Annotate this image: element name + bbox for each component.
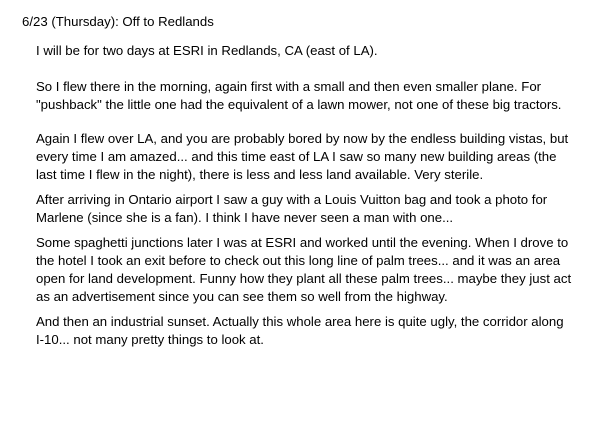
paragraph-line: last time I flew in the night), there is less and less land available. Very sterile. — [36, 167, 484, 182]
paragraph-line: every time I am amazed... and this time east of LA I saw so many new building areas (the — [36, 149, 557, 164]
entry-heading: 6/23 (Thursday): Off to Redlands — [22, 14, 214, 29]
paragraph — [36, 130, 596, 184]
paragraph — [36, 234, 596, 306]
paragraph-line: I will be for two days at ESRI in Redlands, CA (east of LA). — [36, 43, 378, 58]
paragraph — [36, 313, 596, 349]
paragraph-line: So I flew there in the morning, again first with a small and then even smaller plane. For — [36, 79, 542, 94]
paragraph — [36, 191, 596, 227]
paragraph — [36, 42, 596, 60]
paragraph-line: I-10... not many pretty things to look at. — [36, 332, 264, 347]
paragraph-line: open for land development. Funny how they plant all these palm trees... maybe they just act — [36, 271, 572, 286]
paragraph-line: as an advertisement since you can see them so well from the highway. — [36, 289, 448, 304]
paragraph-line: And then an industrial sunset. Actually this whole area here is quite ugly, the corridor along — [36, 314, 564, 329]
paragraph-line: "pushback" the little one had the equivalent of a lawn mower, not one of these big tractors. — [36, 97, 562, 112]
paragraph-line: the hotel I took an exit before to check out this long line of palm trees... and it was an area — [36, 253, 561, 268]
paragraph-line: Marlene (since she is a fan). I think I have never seen a man with one... — [36, 210, 454, 225]
paragraph-line: After arriving in Ontario airport I saw a guy with a Louis Vuitton bag and took a photo for — [36, 192, 548, 207]
paragraph-line: Some spaghetti junctions later I was at ESRI and worked until the evening. When I drove to — [36, 235, 569, 250]
paragraph — [36, 78, 596, 114]
paragraph-line: Again I flew over LA, and you are probably bored by now by the endless building vistas, but — [36, 131, 569, 146]
